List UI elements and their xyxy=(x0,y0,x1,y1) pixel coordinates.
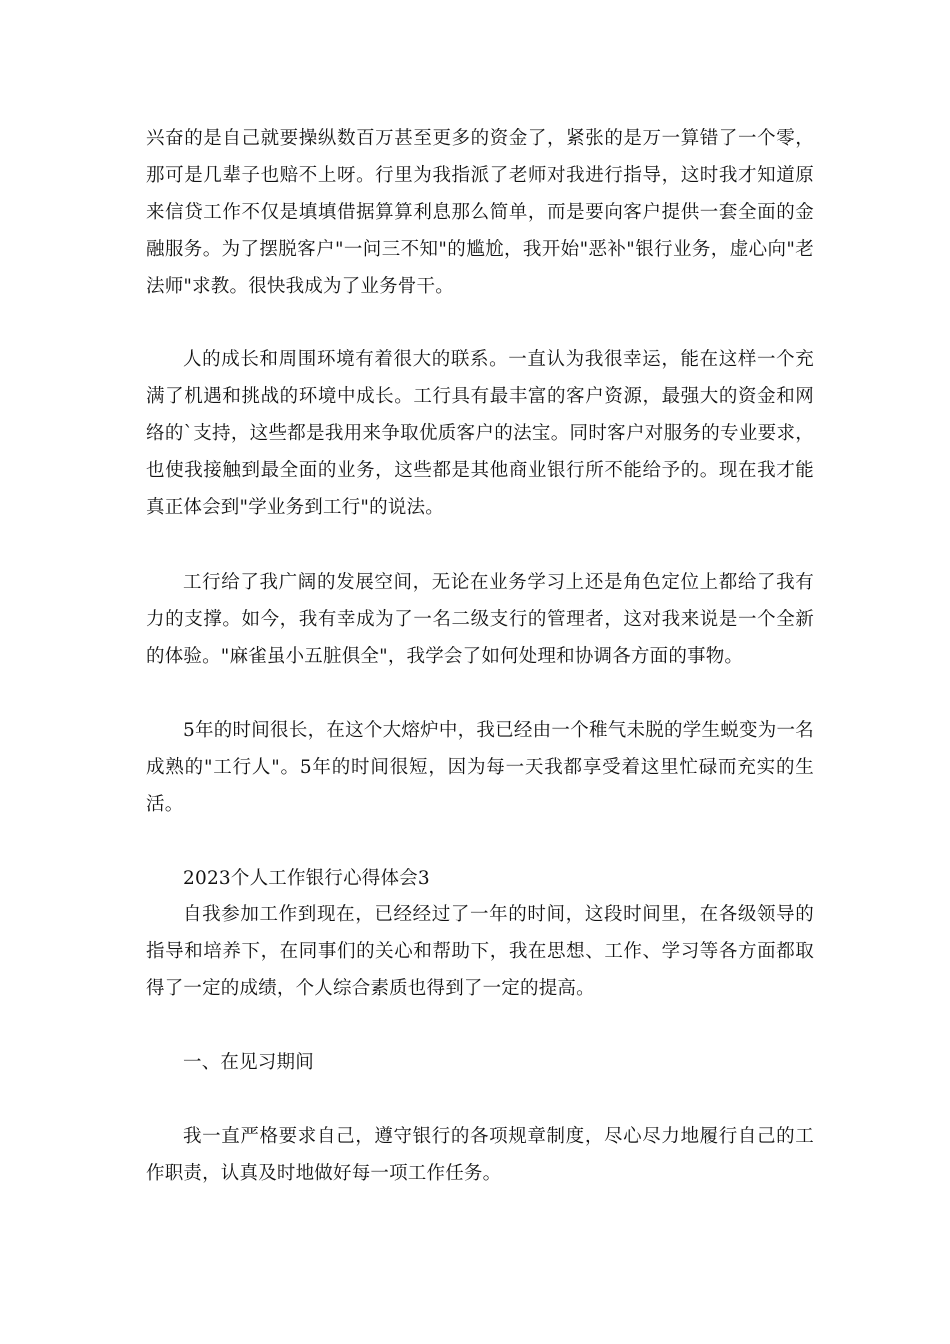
paragraph-2: 人的成长和周围环境有着很大的联系。一直认为我很幸运，能在这样一个充满了机遇和挑战的环境中成长。工行具有最丰富的客户资源，最强大的资金和网络的`支持，这些都是我用来争取优质客户的法宝。同时客户对服务的专业要求，也使我接触到最全面的业务，这些都是其他商业银行所不能给予的。现在我才能真正体会到"学业务到工行"的说法。 xyxy=(146,349,814,518)
paragraph-3: 工行给了我广阔的发展空间，无论在业务学习上还是角色定位上都给了我有力的支撑。如今，我有幸成为了一名二级支行的管理者，这对我来说是一个全新的体验。"麻雀虽小五脏俱全"，我学会了如何处理和协调各方面的事物。 xyxy=(146,572,814,667)
paragraph-1: 兴奋的是自己就要操纵数百万甚至更多的资金了，紧张的是万一算错了一个零，那可是几辈子也赔不上呀。行里为我指派了老师对我进行指导，这时我才知道原来信贷工作不仅是填填借据算算利息那么简单，而是要向客户提供一套全面的金融服务。为了摆脱客户"一问三不知"的尴尬，我开始"恶补"银行业务，虚心向"老法师"求教。很快我成为了业务骨干。 xyxy=(146,128,814,297)
section-title: 2023个人工作银行心得体会3 xyxy=(183,868,430,889)
paragraph-4: 5年的时间很长，在这个大熔炉中，我已经由一个稚气未脱的学生蜕变为一名成熟的"工行人"。5年的时间很短，因为每一天我都享受着这里忙碌而充实的生活。 xyxy=(146,720,814,815)
paragraph-6: 我一直严格要求自己，遵守银行的各项规章制度，尽心尽力地履行自己的工作职责，认真及时地做好每一项工作任务。 xyxy=(146,1126,814,1184)
subsection-heading: 一、在见习期间 xyxy=(183,1052,314,1073)
paragraph-5: 自我参加工作到现在，已经经过了一年的时间，这段时间里，在各级领导的指导和培养下，在同事们的关心和帮助下，我在思想、工作、学习等各方面都取得了一定的成绩，个人综合素质也得到了一定的提高。 xyxy=(146,904,814,999)
